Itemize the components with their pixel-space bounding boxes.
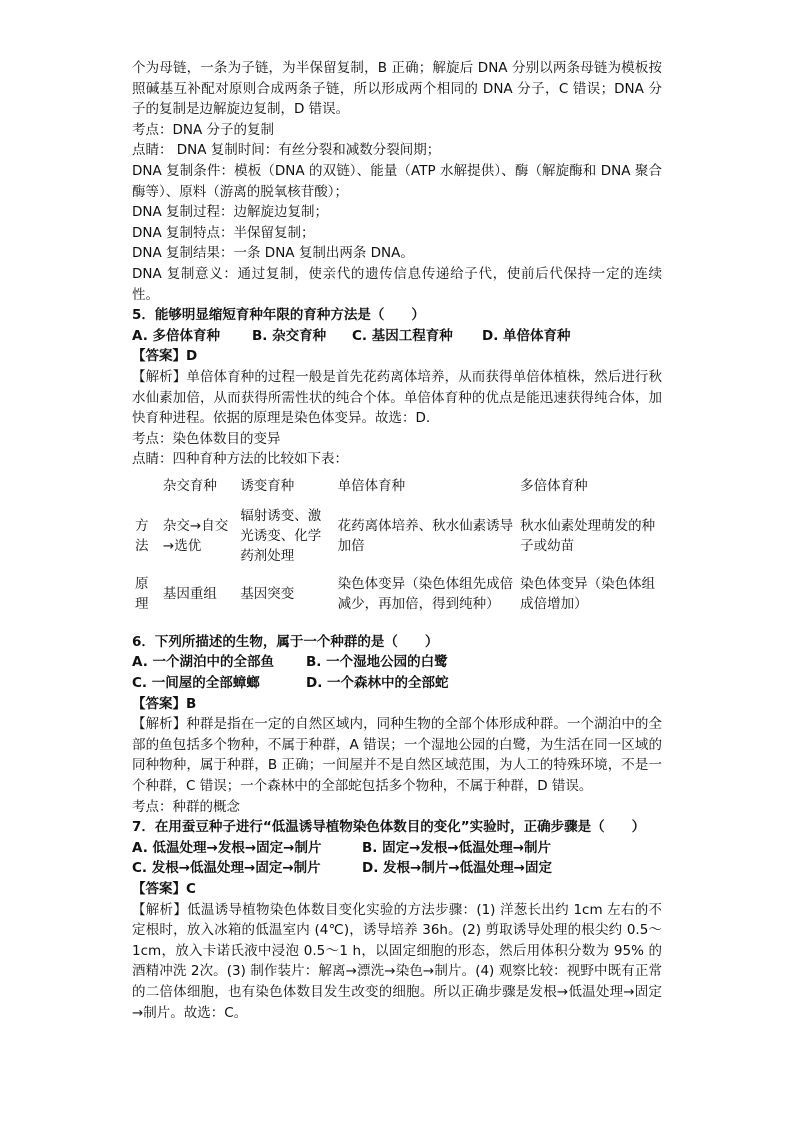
option-c: C. 基因工程育种 (352, 327, 453, 344)
question-7-options-row-2 (132, 858, 662, 879)
table-header-cell: 单倍体育种 (337, 477, 406, 494)
question-6-answer: 【答案】B (132, 695, 197, 712)
option-a: A. 低温处理→发根→固定→制片 (132, 839, 322, 856)
question-6-stem: 6．下列所描述的生物，属于一个种群的是（ ） (132, 633, 439, 650)
question-5-dianjing: 点睛：四种育种方法的比较如下表： (132, 451, 348, 468)
option-a: A. 一个湖泊中的全部鱼 (132, 654, 275, 671)
dna-feature-text: DNA 复制特点：半保留复制； (132, 224, 315, 241)
dna-condition-text: DNA 复制条件：模板（DNA 的双链）、能量（ATP 水解提供）、酶（解旋酶和 DNA 聚合酶等）、原料（游离的脱氧核苷酸）； (132, 162, 662, 200)
table-cell: 杂交→自交→选优 (162, 517, 229, 554)
dianjing-text: 点睛： DNA 复制时间：有丝分裂和减数分裂间期； (132, 142, 441, 159)
question-6-analysis: 【解析】种群是指在一定的自然区域内，同种生物的全部个体形成种群。一个湖泊中的全部的鱼包括多个物种，不属于种群，A 错误；一个湿地公园的白鹭，为生活在同一区域的同种物种，属于种群，B 正确；一间屋并不是自然区域范围，为人工的特殊环境，不是一个种群，C 错误；一个森林中的全部蛇包括多个物种，不属于种群，D 错误。 (132, 716, 662, 795)
table-cell: 辐射诱变、激光诱变、化学药剂处理 (240, 507, 322, 564)
table-header-cell (132, 474, 160, 502)
question-5-analysis: 【解析】单倍体育种的过程一般是首先花药离体培养，从而获得单倍体植株，然后进行秋水仙素加倍，从而获得所需性状的纯合个体。单倍体育种的优点是能迅速获得纯合体，加快育种进程。依据的原理是染色体变异。故选：D. (132, 368, 662, 427)
breeding-comparison-table (132, 474, 662, 618)
table-cell: 方法 (135, 517, 149, 554)
question-5-options (132, 326, 662, 347)
question-7-analysis: 【解析】低温诱导植物染色体数目变化实验的方法步骤：(1) 洋葱长出约 1cm 左右的不定根时，放入冰箱的低温室内 (4℃)，诱导培养 36h。(2) 剪取诱导处理的根尖约 0.5～1cm，放入卡诺氏液中浸泡 0.5～1 h，以固定细胞的形态，然后用体积分数为 95% 的酒精冲洗 2次。(3) 制作装片：解离→漂洗→染色→制片。(4) 观察比较：视野中既有正常的二倍体细胞，也有染色体数目发生改变的细胞。所以正确步骤是发根→低温处理→固定→制片。故选：C。 (132, 901, 662, 1021)
question-5-stem: 5．能够明显缩短育种年限的育种方法是（ ） (132, 307, 425, 324)
option-d: D. 单倍体育种 (482, 327, 571, 344)
question-7-options-row-1 (132, 838, 662, 859)
option-d: D. 发根→制片→低温处理→固定 (362, 860, 552, 877)
table-row (132, 570, 662, 618)
option-d: D. 一个森林中的全部蛇 (306, 675, 449, 692)
table-cell: 染色体变异（染色体组先成倍减少，再加倍，得到纯种） (337, 575, 514, 612)
question-5-kaodian: 考点：染色体数目的变异 (132, 430, 281, 447)
question-7-answer: 【答案】C (132, 881, 196, 897)
intro-paragraph: 个为母链，一条为子链，为半保留复制，B 正确；解旋后 DNA 分别以两条母链为模板按照碱基互补配对原则合成两条子链，所以形成两个相同的 DNA 分子，C 错误；DNA 分子的复制是边解旋边复制，D 错误。 (132, 60, 662, 118)
option-b: B. 固定→发根→低温处理→制片 (362, 839, 552, 856)
table-cell: 花药离体培养、秋水仙素诱导加倍 (337, 517, 514, 554)
option-a: A. 多倍体育种 (132, 327, 221, 344)
table-header-row (132, 474, 662, 502)
option-b: B. 杂交育种 (252, 327, 327, 344)
option-c: C. 发根→低温处理→固定→制片 (132, 860, 321, 877)
table-header-cell: 杂交育种 (162, 477, 217, 494)
table-cell: 原理 (135, 575, 149, 612)
question-7-stem: 7．在用蚕豆种子进行“低温诱导植物染色体数目的变化”实验时，正确步骤是（ ） (132, 819, 646, 836)
table-header-cell: 诱变育种 (240, 477, 295, 494)
question-6-options-row-1 (132, 652, 662, 673)
dna-meaning-text: DNA 复制意义：通过复制，使亲代的遗传信息传递给子代，使前后代保持一定的连续性。 (132, 265, 662, 303)
table-cell: 基因突变 (240, 585, 295, 602)
option-b: B. 一个湿地公园的白鹭 (306, 654, 448, 671)
question-6-kaodian: 考点：种群的概念 (132, 798, 240, 815)
document-page (132, 58, 662, 1023)
dna-process-text: DNA 复制过程：边解旋边复制； (132, 204, 329, 221)
question-6-options-row-2 (132, 673, 662, 694)
option-c: C. 一间屋的全部蟑螂 (132, 675, 260, 692)
kaodian-text: 考点：DNA 分子的复制 (132, 121, 275, 138)
question-5-answer: 【答案】D (132, 348, 198, 365)
table-row (132, 502, 662, 570)
table-cell: 秋水仙素处理萌发的种子或幼苗 (520, 517, 656, 554)
dna-result-text: DNA 复制结果：一条 DNA 复制出两条 DNA。 (132, 245, 414, 262)
table-header-cell: 多倍体育种 (520, 477, 588, 494)
table-cell: 染色体变异（染色体组成倍增加） (520, 575, 656, 612)
table-cell: 基因重组 (162, 585, 217, 602)
